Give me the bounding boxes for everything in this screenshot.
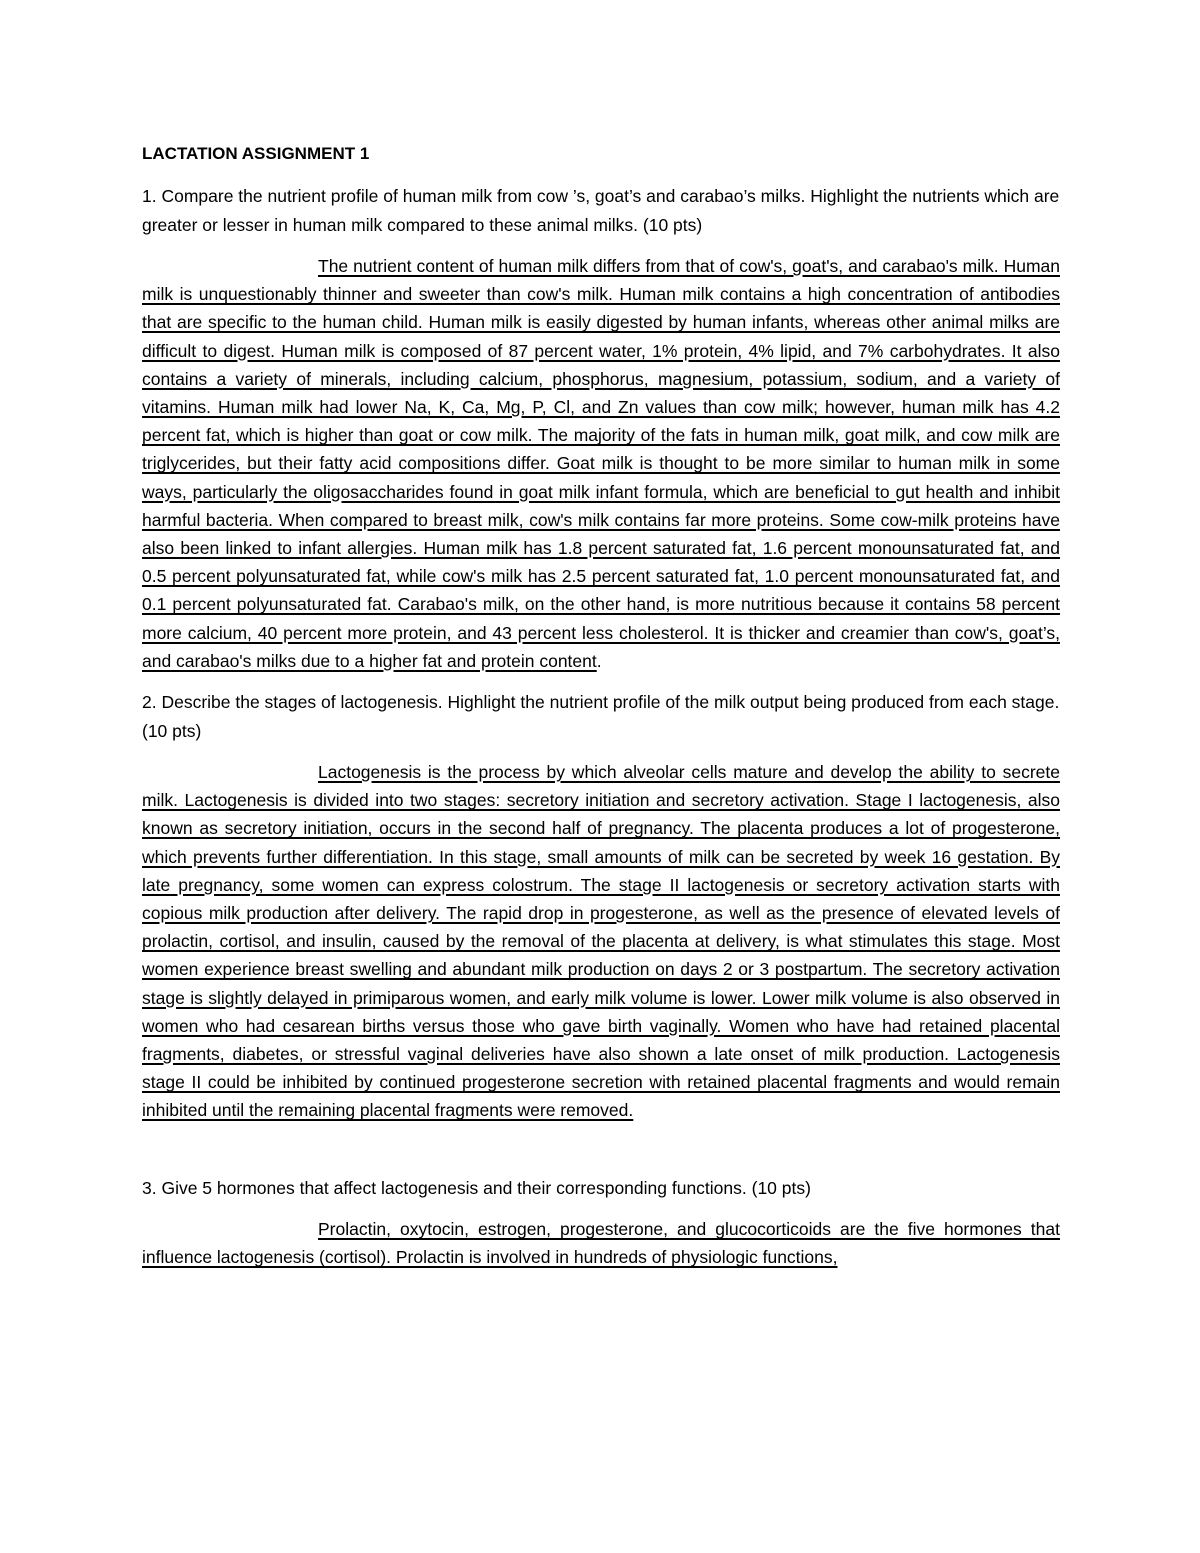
question-3-prompt: 3. Give 5 hormones that affect lactogenesis and their corresponding functions. (10 pts) <box>142 1177 811 1198</box>
section-spacer <box>142 1138 1060 1174</box>
document-title: LACTATION ASSIGNMENT 1 <box>142 144 370 163</box>
question-1-answer-tail: . <box>596 650 602 671</box>
question-1-answer-text: The nutrient content of human milk differs from that of cow's, goat's, and carabao's milk. Human milk is unquestionably thinner and sweeter than cow's milk. Human milk contains a high concentration of antibodies that are specific to the human child. Human milk is easily digested by human infants, whereas other animal milks are difficult to digest. Human milk is composed of 87 percent water, 1% protein, 4% lipid, and 7% carbohydrates. It also contains a variety of minerals, including calcium, phosphorus, magnesium, potassium, sodium, and a variety of vitamins. Human milk had lower Na, K, Ca, Mg, P, Cl, and Zn values than cow milk; however, human milk has 4.2 percent fat, which is higher than goat or cow milk. The majority of the fats in human milk, goat milk, and cow milk are triglycerides, but their fatty acid compositions differ. Goat milk is thought to be more similar to human milk in some ways, particularly the oligosaccharides found in goat milk infant formula, which are beneficial to gut health and inhibit harmful bacteria. When compared to breast milk, cow's milk contains far more proteins. Some cow-milk proteins have also been linked to infant allergies. Human milk has 1.8 percent saturated fat, 1.6 percent monounsaturated fat, and 0.5 percent polyunsaturated fat, while cow's milk has 2.5 percent saturated fat, 1.0 percent monounsaturated fat, and 0.1 percent polyunsaturated fat. Carabao's milk, on the other hand, is more nutritious because it contains 58 percent more calcium, 40 percent more protein, and 43 percent less cholesterol. It is thicker and creamier than cow's, goat’s, and carabao's milks due to a higher fat and protein content <box>142 256 1060 671</box>
document-body <box>142 140 1060 1285</box>
question-3-answer-text: Prolactin, oxytocin, estrogen, progesterone, and glucocorticoids are the five hormones that influence lactogenesis (cortisol). Prolactin is involved in hundreds of physiologic functions, <box>142 1219 1060 1268</box>
question-2-answer-text: Lactogenesis is the process by which alveolar cells mature and develop the ability to secrete milk. Lactogenesis is divided into two stages: secretory initiation and secretory activation. Stage I lactogenesis, also known as secretory initiation, occurs in the second half of pregnancy. The placenta produces a lot of progesterone, which prevents further differentiation. In this stage, small amounts of milk can be secreted by week 16 gestation. By late pregnancy, some women can express colostrum. The stage II lactogenesis or secretory activation starts with copious milk production after delivery. The rapid drop in progesterone, as well as the presence of elevated levels of prolactin, cortisol, and insulin, caused by the removal of the placenta at delivery, is what stimulates this stage. Most women experience breast swelling and abundant milk production on days 2 or 3 postpartum. The secretory activation stage is slightly delayed in primiparous women, and early milk volume is lower. Lower milk volume is also observed in women who had cesarean births versus those who gave birth vaginally. Women who have had retained placental fragments, diabetes, or stressful vaginal deliveries have also shown a late onset of milk production. Lactogenesis stage II could be inhibited by continued progesterone secretion with retained placental fragments and would remain inhibited until the remaining placental fragments were removed. <box>142 762 1060 1121</box>
question-1-answer <box>142 252 1060 675</box>
question-2-prompt: 2. Describe the stages of lactogenesis. Highlight the nutrient profile of the milk output being produced from each stage. (10 pts) <box>142 692 1060 741</box>
question-3-answer <box>142 1215 1060 1271</box>
question-2-answer <box>142 758 1060 1125</box>
question-1-prompt: 1. Compare the nutrient profile of human milk from cow ’s, goat’s and carabao’s milks. Highlight the nutrients which are greater or lesser in human milk compared to these animal milks. (10 pts) <box>142 186 1060 235</box>
